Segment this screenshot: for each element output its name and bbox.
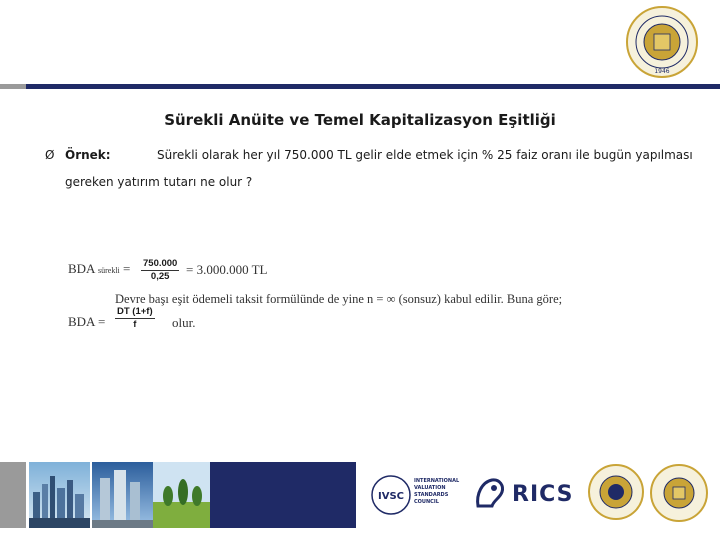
svg-text:IVSC: IVSC xyxy=(377,491,405,502)
example-label: Örnek: xyxy=(65,148,111,162)
towers-photo xyxy=(92,462,153,528)
formula-1-lhs: BDA sürekli = xyxy=(68,261,131,276)
chamber-seal-logo xyxy=(588,464,644,520)
formula-2-lhs: BDA = xyxy=(68,314,106,329)
bullet-text-line-1: Sürekli olarak her yıl 750.000 TL gelir elde etmek için % 25 faiz oranı ile bugün yapılması xyxy=(157,148,693,162)
university-seal-footer-logo xyxy=(650,464,708,522)
bullet-text-line-2: gereken yatırım tutarı ne olur ? xyxy=(65,175,253,189)
footer-gray-block xyxy=(0,462,26,528)
rics-logo-text: RICS xyxy=(512,482,574,507)
ivsc-name: INTERNATIONAL VALUATION STANDARDS COUNCIL xyxy=(414,478,460,505)
formula-2-tail: olur. xyxy=(172,315,196,330)
formula-2-fraction: $\frac{DT (1+f)}{f}$ xyxy=(117,306,153,330)
formula-note: Devre başı eşit ödemeli taksit formülünde de yine n = ∞ (sonsuz) kabul edilir. Buna göre; xyxy=(115,292,563,306)
formula-1-result: = 3.000.000 TL xyxy=(186,262,268,277)
header-rule-gray xyxy=(0,84,26,89)
slide-title: Sürekli Anüite ve Temel Kapitalizasyon Eşitliği xyxy=(164,111,556,129)
rics-lion-icon xyxy=(470,474,510,514)
header-rule-navy xyxy=(26,84,720,89)
footer-navy-block xyxy=(210,462,356,528)
svg-text:1946: 1946 xyxy=(654,68,670,75)
arrow-bullet-icon: Ø xyxy=(45,148,55,162)
university-seal-logo xyxy=(626,6,698,78)
city-skyline-photo xyxy=(29,462,90,528)
landscape-photo xyxy=(153,462,210,528)
ivsc-logo xyxy=(370,474,412,516)
formula-1-fraction: $\frac{750.000}{0,25}$ xyxy=(143,258,178,282)
